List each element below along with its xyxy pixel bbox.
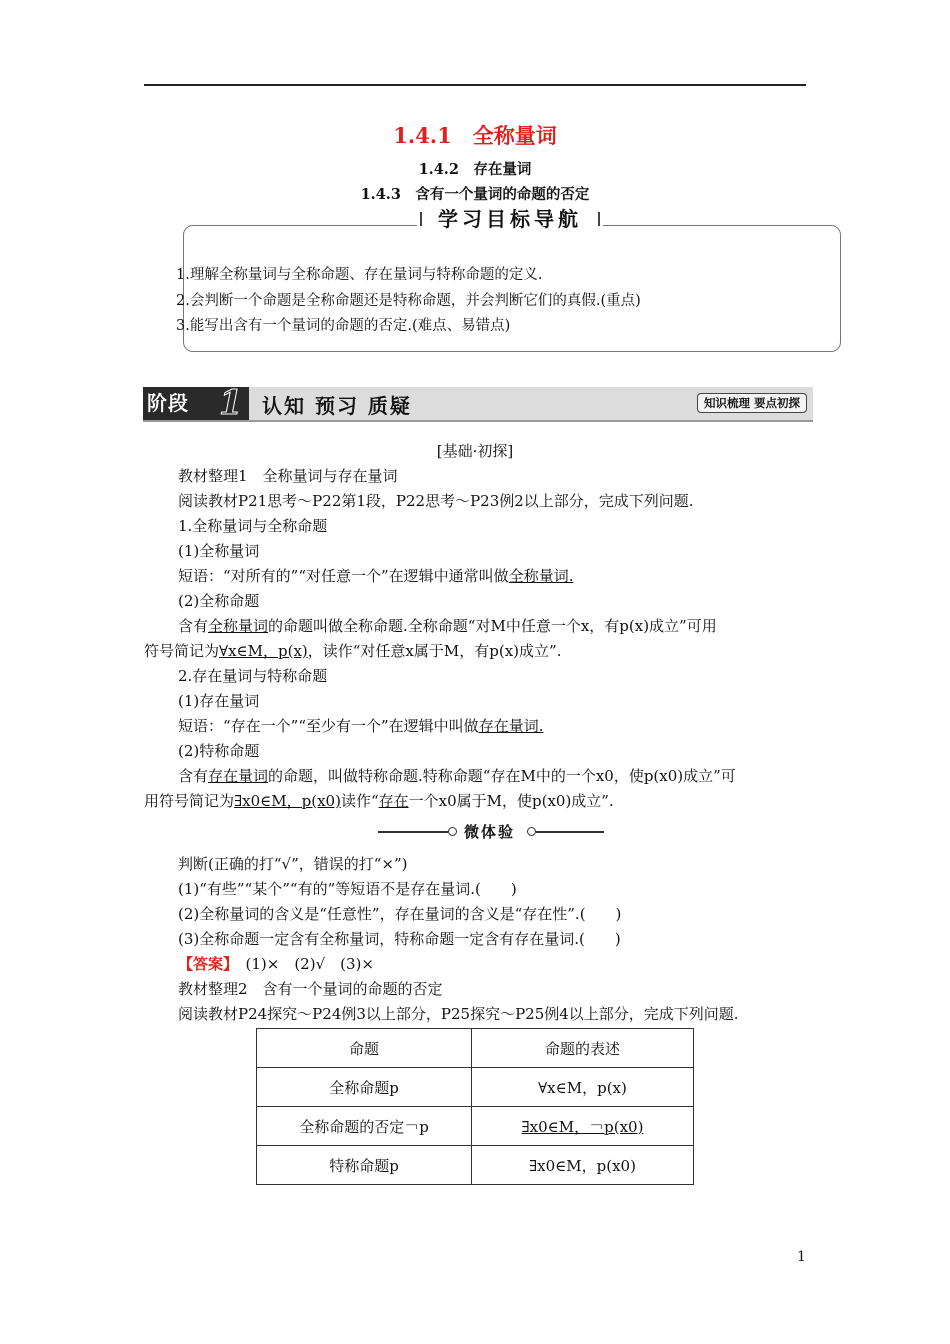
micro-title: 微体验: [464, 823, 516, 841]
s2-b-l2c: 一个x0属于M，使p(x0)成立”.: [408, 792, 614, 810]
negation-table: [256, 1028, 694, 1185]
micro-line-left: [378, 831, 448, 833]
s1-title: 1.全称量词与全称命题: [178, 517, 328, 535]
answer-label: 【答案】: [178, 955, 231, 973]
s2-b-l1b: 的命题，叫做特称命题.特称命题“存在M中的一个x0，使p(x0)成立”可: [268, 767, 736, 785]
s2-a-text: 短语：“存在一个”“至少有一个”在逻辑中叫做: [178, 717, 479, 735]
s1-b: (2)全称命题: [178, 592, 260, 610]
micro-divider: [378, 822, 604, 842]
micro-q1: (1)“有些”“某个”“有的”等短语不是存在量词.( ): [178, 880, 517, 898]
s2-a-fill: 存在量词.: [478, 717, 544, 735]
s1-a-fill: 全称量词.: [508, 567, 574, 585]
table-cell-fill: ∃x0∈M，￢p(x0): [521, 1117, 644, 1136]
stage-tag: 阶段: [143, 387, 249, 420]
table-cell: ∀x∈M，p(x): [472, 1068, 694, 1107]
s1-a-text: 短语：“对所有的”“对任意一个”在逻辑中通常叫做: [178, 567, 509, 585]
micro-dot-left: [448, 827, 457, 836]
s2-a: (1)存在量词: [178, 692, 260, 710]
s1-b-l1a: 含有: [178, 617, 209, 635]
s1-b-l2a: 符号简记为: [144, 642, 220, 660]
table-header: 命题: [257, 1029, 472, 1068]
goal-item-1: 1.理解全称量词与全称命题、存在量词与特称命题的定义.: [176, 267, 543, 283]
section-heading: [基础·初探]: [436, 442, 514, 460]
answer-text: (1)× (2)√ (3)×: [230, 955, 374, 973]
micro-dot-right: [527, 827, 536, 836]
s2-b-line1: [178, 765, 736, 786]
s1-b-l1b: 的命题叫做全称命题.全称命题“对M中任意一个x，有p(x)成立”可用: [268, 617, 717, 635]
table-row: [257, 1107, 694, 1146]
table-header: 命题的表述: [472, 1029, 694, 1068]
s2-b-l1fill: 存在量词: [208, 767, 269, 785]
table-cell: ∃x0∈M，p(x0): [472, 1146, 694, 1185]
s1-a: (1)全称量词: [178, 542, 260, 560]
material1-read: 阅读教材P21思考～P22第1段，P22思考～P23例2以上部分，完成下列问题.: [178, 492, 694, 510]
goal-item-2: 2.会判断一个命题是全称命题还是特称命题，并会判断它们的真假.(重点): [176, 293, 641, 309]
goal-item-3: 3.能写出含有一个量词的命题的否定.(难点、易错点): [176, 318, 511, 334]
stage-label: 知识梳理 要点初探: [697, 393, 807, 413]
table-cell: [472, 1107, 694, 1146]
table-header-row: [257, 1029, 694, 1068]
micro-intro: 判断(正确的打“√”，错误的打“×”): [178, 855, 408, 873]
material2-title: 教材整理2 含有一个量词的命题的否定: [178, 980, 443, 998]
top-rule: [144, 84, 806, 86]
s2-title: 2.存在量词与特称命题: [178, 667, 328, 685]
s1-b-l2b: ，读作“对任意x属于M，有p(x)成立”.: [307, 642, 562, 660]
page-title: 1.4.1 全称量词: [393, 123, 557, 148]
s2-b-l1a: 含有: [178, 767, 209, 785]
subtitle-1: 1.4.2 存在量词: [418, 161, 532, 178]
s1-b-l1fill: 全称量词: [208, 617, 269, 635]
stage-title: 认知 预习 质疑: [262, 394, 412, 418]
subtitle-2: 1.4.3 含有一个量词的命题的否定: [360, 186, 590, 203]
s1-b-line2: [144, 640, 561, 661]
s2-b-l2fill: ∃x0∈M，p(x0): [234, 792, 341, 810]
goals-title: 学习目标导航: [417, 204, 603, 234]
table-row: [257, 1068, 694, 1107]
material1-title: 教材整理1 全称量词与存在量词: [178, 467, 398, 485]
micro-q2: (2)全称量词的含义是“任意性”，存在量词的含义是“存在性”.( ): [178, 905, 622, 923]
s2-b-l2fill2: 存在: [378, 792, 409, 810]
micro-q3: (3)全称命题一定含有全称量词，特称命题一定含有存在量词.( ): [178, 930, 621, 948]
table-cell: 特称命题p: [257, 1146, 472, 1185]
s2-b-l2b: 读作“: [340, 792, 379, 810]
s2-b: (2)特称命题: [178, 742, 260, 760]
material2-read: 阅读教材P24探究～P24例3以上部分，P25探究～P25例4以上部分，完成下列问题.: [178, 1005, 739, 1023]
s2-a-line: [178, 715, 543, 736]
s1-a-line: [178, 565, 573, 586]
stage-banner: [143, 383, 813, 423]
micro-line-right: [536, 831, 604, 833]
s2-b-l2a: 用符号简记为: [144, 792, 235, 810]
table-row: [257, 1146, 694, 1185]
s1-b-l2fill: ∀x∈M，p(x): [219, 642, 308, 660]
s1-b-line1: [178, 615, 717, 636]
s2-b-line2: [144, 790, 614, 811]
table-cell: 全称命题的否定￢p: [257, 1107, 472, 1146]
stage-number: 1: [219, 383, 243, 423]
page-number: 1: [797, 1249, 806, 1265]
micro-answer: [178, 953, 374, 974]
table-cell: 全称命题p: [257, 1068, 472, 1107]
